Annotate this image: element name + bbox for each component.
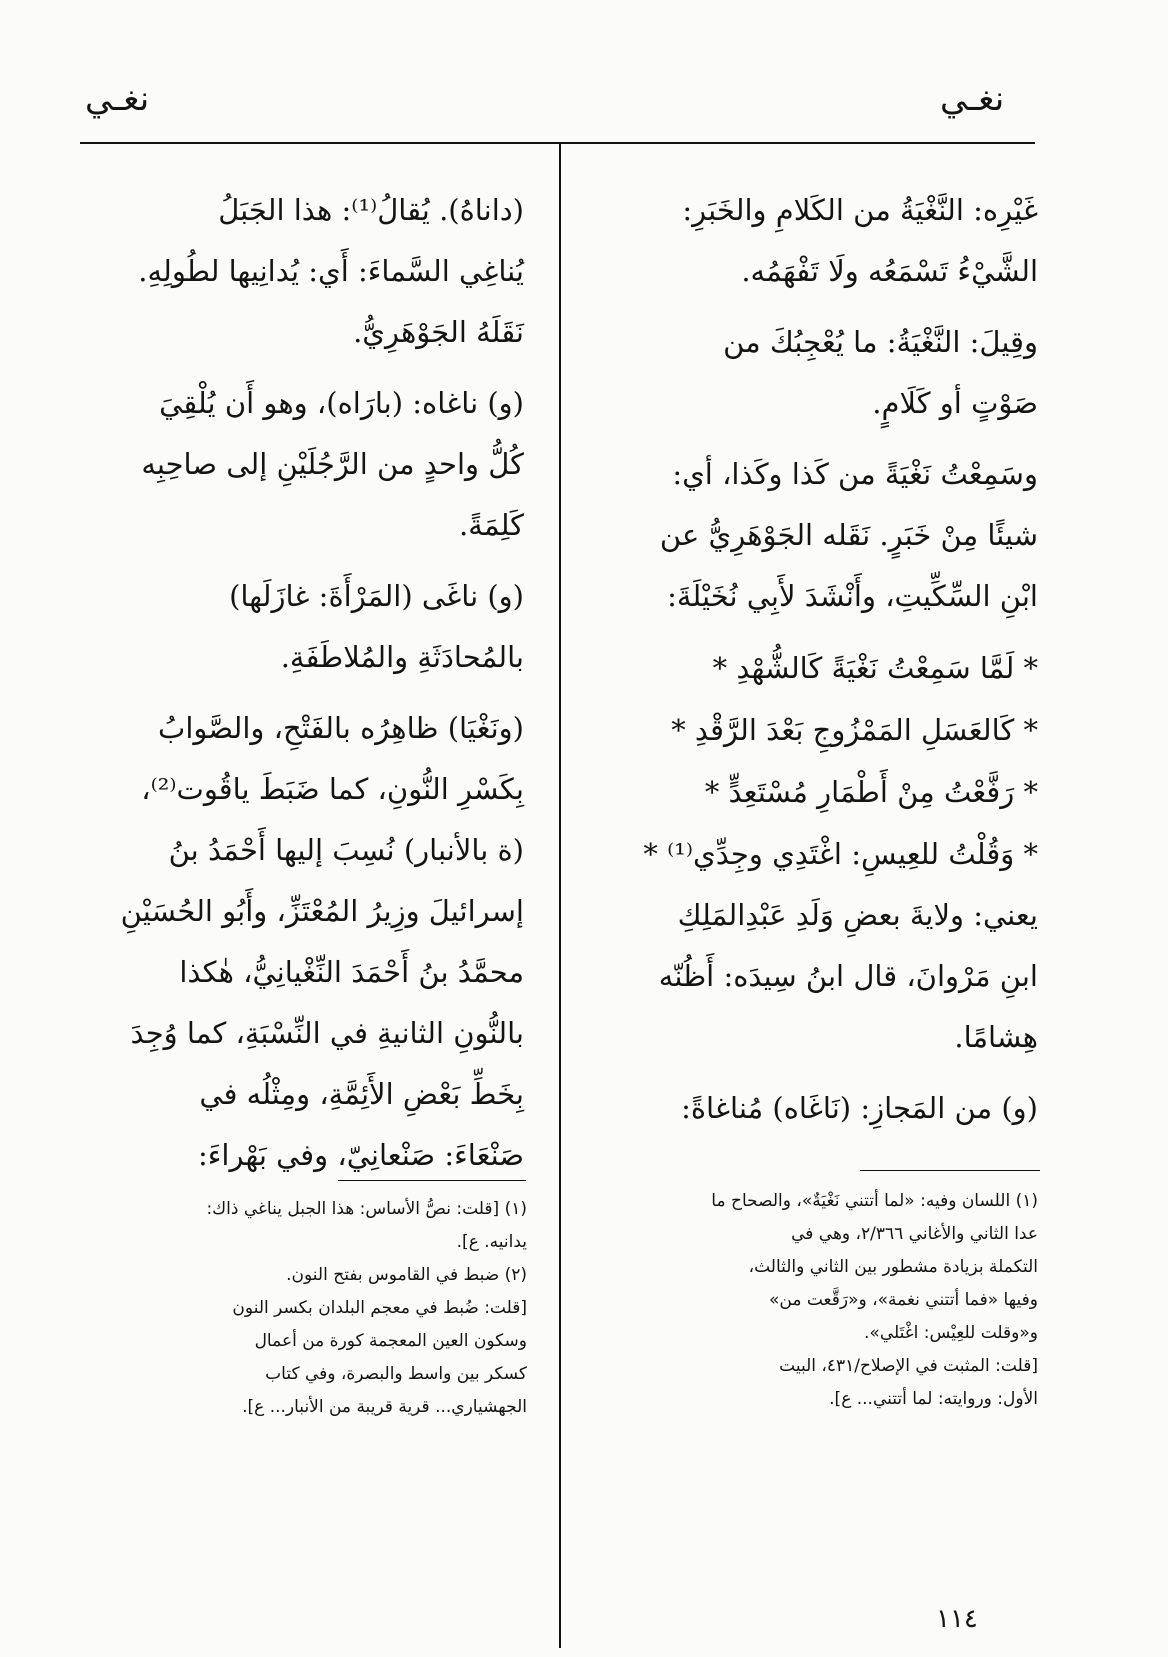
right-paragraph-3: وسَمِعْتُ نَغْيَةً من كَذا وكَذا، أي: شيئًا مِنْ خَبَرٍ. نَقَله الجَوْهَرِيُّ عن ابْنِ السِّكِّيتِ، وأَنْشَدَ لأَبِي نُخَيْلَةَ: — [659, 457, 1038, 613]
left-footnote-1: (١) [قلت: نصُّ الأساس: هذا الجبل يناغي ذاك: يدانيه. ع]. — [206, 1199, 527, 1252]
running-header-left: نغـي — [85, 79, 150, 119]
left-paragraph-2: (و) ناغاه: (بارَاه)، وهو أَن يُلْقِيَ كُلُّ واحدٍ من الرَّجُلَيْنِ إلى صاحِبِه كَلِمَةً. — [141, 386, 524, 542]
right-footnotes — [600, 1185, 1038, 1416]
header-rule — [80, 142, 1035, 144]
poem-line-2: * كَالعَسَلِ المَمْزُوجِ بَعْدَ الرَّقْدِ * — [671, 713, 1038, 747]
left-footnotes — [82, 1193, 527, 1424]
right-paragraph-4: يعني: ولايةَ بعضِ وَلَدِ عَبْدِالمَلِكِ ابنِ مَرْوانَ، قال ابنُ سِيدَه: أَظُنّه هِشامًا. — [658, 898, 1038, 1054]
right-footnote-note: [قلت: المثبت في الإصلاح/٤٣١، البيت الأول: وروايته: لما أتتني... ع]. — [779, 1356, 1038, 1409]
poem-line-3: * رَفَّعْتُ مِنْ أَطْمَارِ مُسْتَعِدٍّ * — [704, 775, 1038, 809]
poem-line-4: * وَقُلْتُ للعِيسِ: اغْتَدِي وجِدِّي⁽¹⁾ * — [643, 837, 1038, 871]
left-paragraph-1: (داناهُ). يُقالُ⁽¹⁾: هذا الجَبَلُ يُناغِي السَّماءَ: أَي: يُدانِيها لطُولِهِ. نَقَلَهُ الجَوْهَرِيُّ. — [138, 193, 524, 349]
right-paragraph-5: (و) من المَجازِ: (نَاغَاه) مُناغاةً: — [681, 1091, 1038, 1125]
left-paragraph-3: (و) ناغَى (المَرْأَةَ: غازَلَها) بالمُحادَثَةِ والمُلاطَفَةِ. — [229, 579, 524, 674]
running-header-right: نغـي — [940, 79, 1005, 119]
poem-line-1: * لَمَّا سَمِعْتُ نَغْيَةً كَالشُّهْدِ * — [712, 651, 1038, 685]
right-footnote-1: (١) اللسان وفيه: «لما أتتني نَغْيَةٌ»، والصحاح ما عدا الثاني والأغاني ٢/٣٦٦، وهي في التكملة بزيادة مشطور بين الثاني والثالث، وفيها «فما أتتني نغمة»، و«رَقَّعت من» و«وقلت للعِيْس: اغْتَلي». — [711, 1191, 1038, 1343]
right-paragraph-1: غَيْرِه: النَّغْيَةُ من الكَلامِ والخَبَرِ: الشَّيْءُ تَسْمَعُه ولَا تَفْهَمُه. — [682, 193, 1038, 288]
right-footnote-rule — [860, 1170, 1040, 1171]
left-column — [82, 180, 524, 1196]
left-footnote-rule — [338, 1180, 526, 1181]
left-paragraph-4: (ونَغْيَا) ظاهِرُه بالفَتْحِ، والصَّوابُ بِكَسْرِ النُّونِ، كما ضَبَطَ ياقُوت⁽²⁾، (ة بالأنبار) نُسِبَ إليها أَحْمَدُ بنُ إسرائيلَ وزِيرُ المُعْتَزِّ، وأَبُو الحُسَيْنِ محمَّدُ بنُ أَحْمَدَ النِّغْيانِيُّ، هٰكذا بالنُّونِ الثانيةِ في النِّسْبَةِ، كما وُجِدَ بِخَطِّ بَعْضِ الأَئِمَّةِ، ومِثْلُه في صَنْعَاءَ: صَنْعانِيّ، وفي بَهْراءَ: — [120, 711, 524, 1172]
left-footnote-2: (٢) ضبط في القاموس بفتح النون. — [286, 1265, 527, 1285]
page-number: ١١٤ — [936, 1604, 978, 1634]
right-paragraph-2: وقِيلَ: النَّغْيَةُ: ما يُعْجِبُكَ من صَوْتٍ أو كَلَامٍ. — [723, 325, 1038, 420]
column-divider — [559, 142, 561, 1648]
right-column — [600, 180, 1038, 1149]
left-footnote-note: [قلت: ضُبط في معجم البلدان بكسر النون وسكون العين المعجمة كورة من أعمال كسكر بين واسط والبصرة، وفي كتاب الجهشياري... قرية قريبة من الأنبار... ع]. — [232, 1298, 527, 1417]
